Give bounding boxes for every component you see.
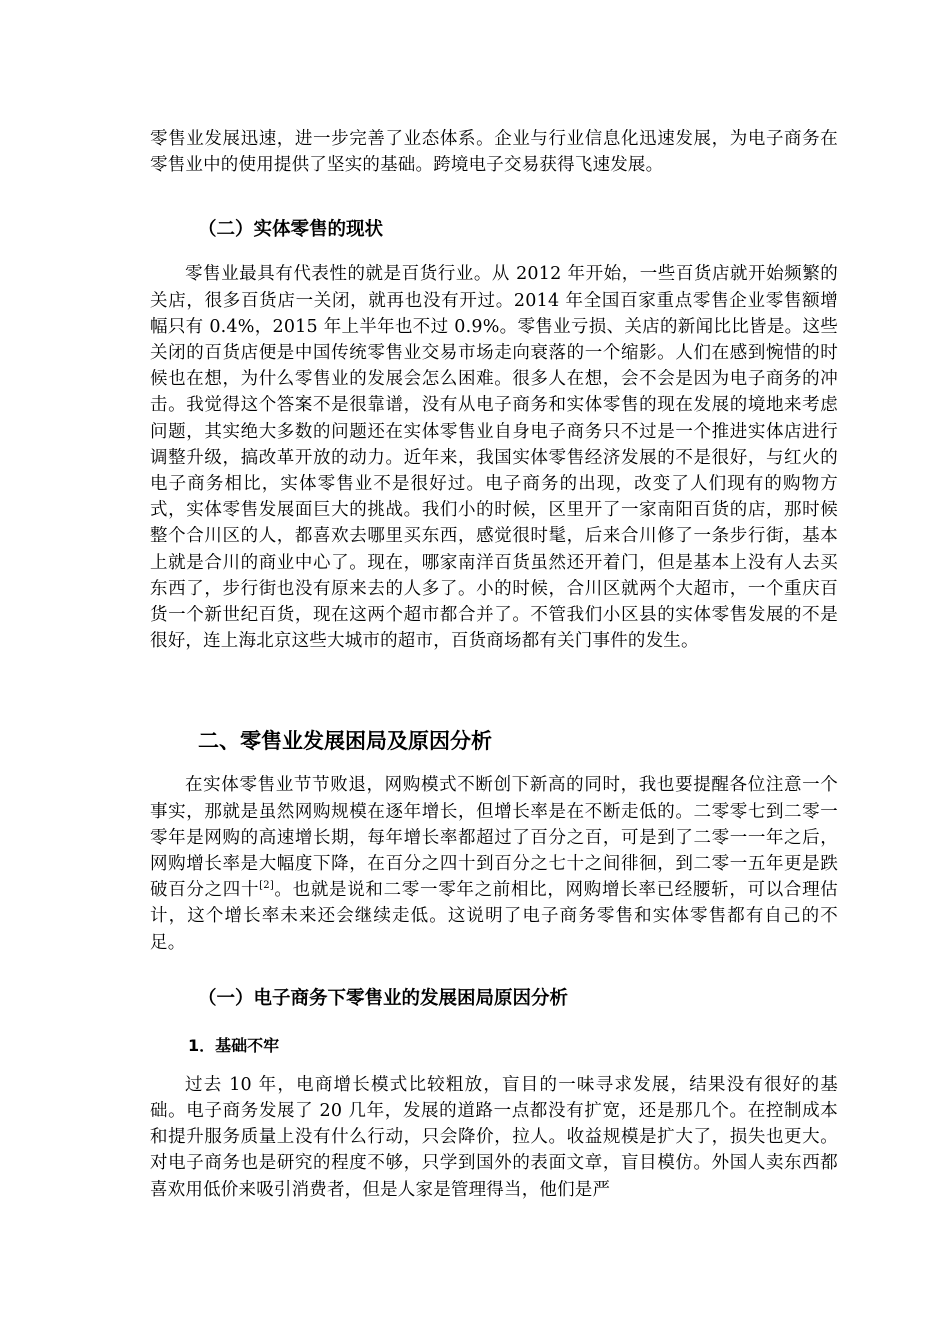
item-one-heading: 1．基础不牢 (188, 1035, 280, 1055)
physical-retail-heading: （二）实体零售的现状 (198, 219, 384, 241)
section-two-heading: 二、零售业发展困局及原因分析 (198, 729, 492, 754)
citation-ref: [2] (259, 880, 274, 892)
section-two-paragraph (150, 772, 838, 955)
section-two-text-after-ref: 。也就是说和二零一零年之前相比，网购增长率已经腰斩，可以合理估计，这个增长率未来还会继续走低。这说明了电子商务零售和实体零售都有自己的不足。 (150, 880, 838, 953)
physical-retail-paragraph: 零售业最具有代表性的就是百货行业。从 2012 年开始，一些百货店就开始频繁的关店，很多百货店一关闭，就再也没有开过。2014 年全国百家重点零售企业零售额增幅只有 0.4%，2015 年上半年也不过 0.9%。零售业亏损、关店的新闻比比皆是。这些关闭的百货店便是中国传统零售业交易市场走向衰落的一个缩影。人们在感到惋惜的时候也在想，为什么零售业的发展会怎么困难。很多人在想，会不会是因为电子商务的冲击。我觉得这个答案不是很靠谱，没有从电子商务和实体零售的现在发展的境地来考虑问题，其实绝大多数的问题还在实体零售业自身电子商务只不过是一个推进实体店进行调整升级，搞改革开放的动力。近年来，我国实体零售经济发展的不是很好，与红火的电子商务相比，实体零售业不是很好过。电子商务的出现，改变了人们现有的购物方式，实体零售发展面巨大的挑战。我们小的时候，区里开了一家南阳百货的店，那时候整个合川区的人，都喜欢去哪里买东西，感觉很时髦，后来合川修了一条步行街，基本上就是合川的商业中心了。现在，哪家南洋百货虽然还开着门，但是基本上没有人去买东西了，步行街也没有原来去的人多了。小的时候，合川区就两个大超市，一个重庆百货一个新世纪百货，现在这两个超市都合并了。不管我们小区县的实体零售发展的不是很好，连上海北京这些大城市的超市，百货商场都有关门事件的发生。 (150, 264, 838, 652)
document-page (150, 126, 838, 1203)
intro-continued-paragraph: 零售业发展迅速，进一步完善了业态体系。企业与行业信息化迅速发展，为电子商务在零售业中的使用提供了坚实的基础。跨境电子交易获得飞速发展。 (150, 129, 838, 176)
section-two-text-before-ref: 在实体零售业节节败退，网购模式不断创下新高的同时，我也要提醒各位注意一个事实，那就是虽然网购规模在逐年增长，但增长率是在不断走低的。二零零七到二零一零年是网购的高速增长期，每年增长率都超过了百分之百，可是到了二零一一年之后，网购增长率是大幅度下降，在百分之四十到百分之七十之间徘徊，到二零一五年更是跌破百分之四十 (150, 775, 838, 901)
subsection-one-heading: （一）电子商务下零售业的发展困局原因分析 (198, 987, 569, 1009)
item-one-paragraph: 过去 10 年，电商增长模式比较粗放，盲目的一味寻求发展，结果没有很好的基础。电子商务发展了 20 几年，发展的道路一点都没有扩宽，还是那几个。在控制成本和提升服务质量上没有什么行动，只会降价，拉人。收益规模是扩大了，损失也更大。对电子商务也是研究的程度不够，只学到国外的表面文章，盲目模仿。外国人卖东西都喜欢用低价来吸引消费者，但是人家是管理得当，他们是严 (150, 1074, 838, 1200)
